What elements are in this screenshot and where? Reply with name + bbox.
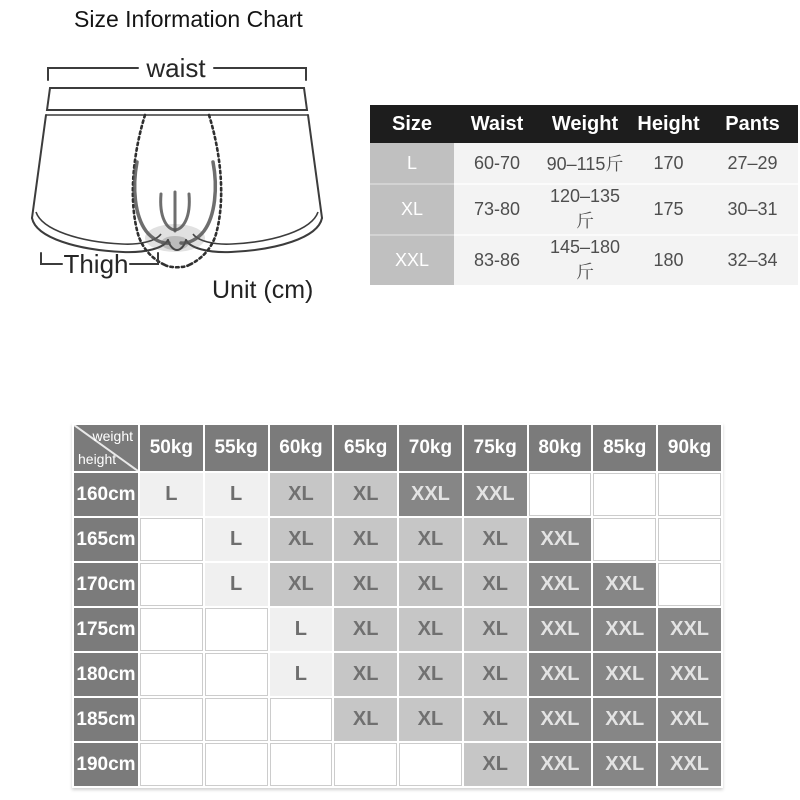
size-cell [593,518,656,561]
weight-col-header: 65kg [334,425,397,471]
spec-cell: 73-80 [454,184,540,235]
size-cell: XXL [593,743,656,786]
size-cell: XXL [529,698,592,741]
size-cell: XL [270,473,333,516]
size-cell [205,608,268,651]
height-row-header: 165cm [74,518,138,561]
height-row-header: 190cm [74,743,138,786]
size-cell: XL [399,608,462,651]
size-cell [270,743,333,786]
size-cell: XXL [593,653,656,696]
corner-weight-label: weight [92,428,133,444]
size-cell [658,563,721,606]
matrix-corner-cell [74,425,138,471]
spec-size-cell: L [370,143,454,184]
size-cell [334,743,397,786]
spec-col-header: Weight [540,105,630,143]
fly-detail [135,162,216,243]
spec-col-header: Waist [454,105,540,143]
spec-col-header: Size [370,105,454,143]
size-cell: XL [270,563,333,606]
spec-cell: 27–29 [707,143,798,184]
boxer-waistband [47,88,308,115]
size-cell [205,698,268,741]
size-cell: XXL [529,608,592,651]
size-cell: XL [464,608,527,651]
spec-size-cell: XL [370,184,454,235]
size-cell [593,473,656,516]
weight-col-header: 70kg [399,425,462,471]
size-cell [205,653,268,696]
size-cell: XXL [593,563,656,606]
spec-cell: 60-70 [454,143,540,184]
size-cell [205,743,268,786]
height-row-header: 180cm [74,653,138,696]
weight-col-header: 85kg [593,425,656,471]
size-cell [270,698,333,741]
size-cell [658,518,721,561]
size-cell: XXL [658,698,721,741]
spec-size-cell: XXL [370,235,454,285]
size-cell: XL [399,698,462,741]
waist-label: waist [146,53,206,83]
size-cell [399,743,462,786]
spec-row [370,143,798,184]
size-cell [658,473,721,516]
size-cell: XXL [658,608,721,651]
corner-height-label: height [78,451,117,467]
size-cell: L [205,563,268,606]
size-cell: XL [464,518,527,561]
size-cell: XL [334,653,397,696]
spec-cell: 170 [630,143,707,184]
size-spec-table [370,105,798,285]
spec-col-header: Pants [707,105,798,143]
size-cell: XXL [593,698,656,741]
spec-cell: 120–135斤 [540,184,630,235]
spec-cell: 175 [630,184,707,235]
size-cell: XL [464,563,527,606]
size-cell: XXL [464,473,527,516]
page-title: Size Information Chart [74,6,303,32]
spec-cell: 145–180斤 [540,235,630,285]
height-weight-matrix [72,423,723,788]
size-cell: XXL [593,608,656,651]
weight-col-header: 55kg [205,425,268,471]
size-cell: XL [464,653,527,696]
spec-cell: 32–34 [707,235,798,285]
size-cell: L [205,473,268,516]
size-cell: XXL [529,563,592,606]
size-cell: L [270,653,333,696]
size-cell: L [205,518,268,561]
size-cell [529,473,592,516]
size-cell: XL [334,473,397,516]
height-row-header: 175cm [74,608,138,651]
size-cell: XXL [529,518,592,561]
size-cell: XL [334,563,397,606]
size-cell [140,608,203,651]
weight-col-header: 50kg [140,425,203,471]
size-cell [140,743,203,786]
size-cell: XL [464,698,527,741]
size-cell [140,563,203,606]
spec-col-header: Height [630,105,707,143]
size-cell: XL [464,743,527,786]
size-cell: XL [334,608,397,651]
height-row-header: 160cm [74,473,138,516]
size-cell: XL [399,518,462,561]
weight-col-header: 60kg [270,425,333,471]
thigh-label: Thigh [63,249,129,279]
size-cell: XXL [529,653,592,696]
size-cell: XL [270,518,333,561]
size-cell: XXL [529,743,592,786]
size-cell [140,653,203,696]
height-row-header: 185cm [74,698,138,741]
size-cell: XL [399,563,462,606]
size-cell: XL [334,698,397,741]
spec-row [370,235,798,285]
weight-col-header: 75kg [464,425,527,471]
size-cell: XXL [399,473,462,516]
size-cell [140,518,203,561]
size-cell [140,698,203,741]
unit-label: Unit (cm) [212,276,314,304]
spec-cell: 30–31 [707,184,798,235]
boxer-shorts-diagram [18,42,348,287]
size-cell: XL [399,653,462,696]
spec-cell: 83-86 [454,235,540,285]
spec-cell: 90–115斤 [540,143,630,184]
size-cell: XXL [658,743,721,786]
weight-col-header: 80kg [529,425,592,471]
weight-col-header: 90kg [658,425,721,471]
spec-cell: 180 [630,235,707,285]
height-row-header: 170cm [74,563,138,606]
spec-row [370,184,798,235]
size-cell: XL [334,518,397,561]
size-cell: L [140,473,203,516]
size-cell: L [270,608,333,651]
size-cell: XXL [658,653,721,696]
